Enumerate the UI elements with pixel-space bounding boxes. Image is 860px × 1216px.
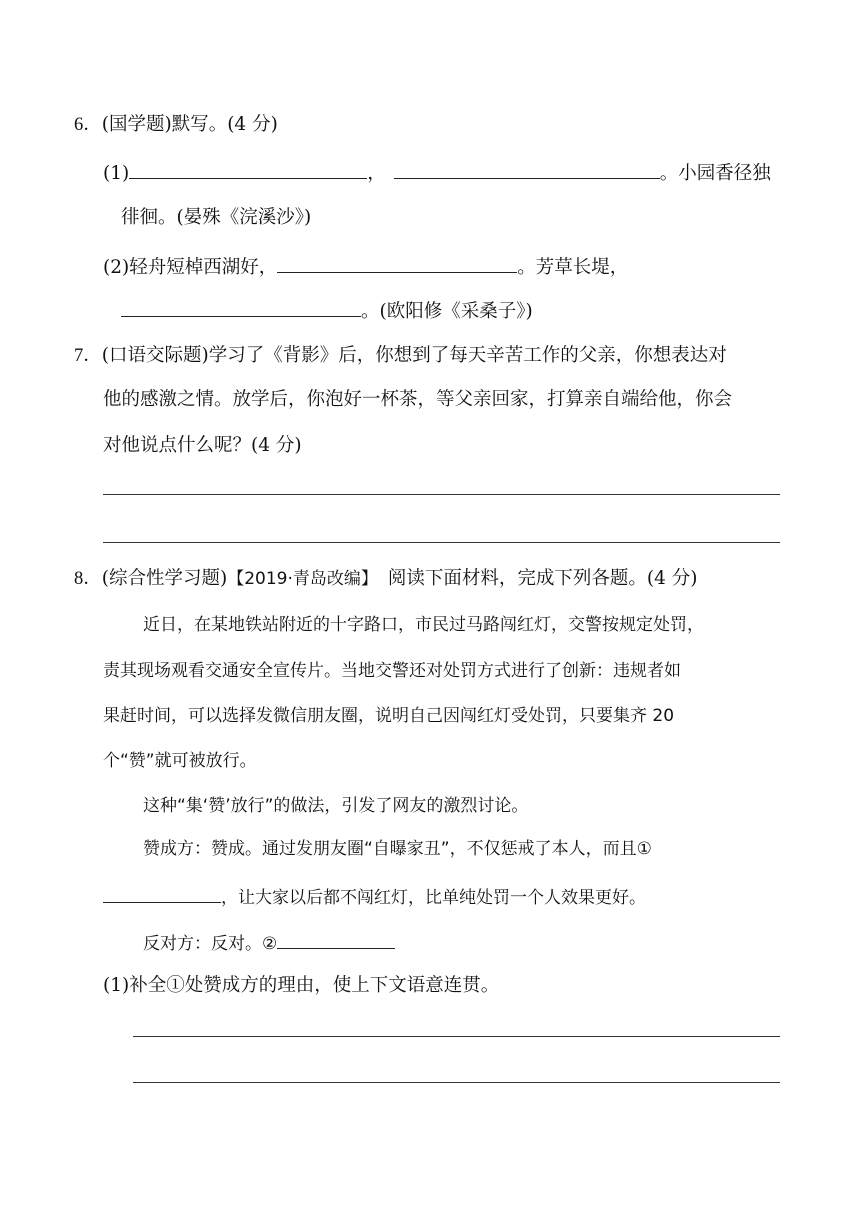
q6-number: 6． — [74, 115, 102, 135]
q6-part2-tail: 。芳草长堤， — [517, 257, 629, 278]
q6-part1-comma: ， — [367, 163, 386, 184]
q8-material-line-1: 近日，在某地铁站附近的十字路口，市民过马路闯红灯，交警按规定处罚， — [143, 615, 704, 635]
q6-part2 — [103, 254, 628, 279]
q6-part1-source: 徘徊。(晏殊《浣溪沙》) — [121, 207, 312, 228]
q8-stem-prefix: (综合性学习题) — [101, 568, 228, 589]
q6-part1-prefix: (1) — [103, 163, 130, 184]
q8-sub1: (1)补全①处赞成方的理由，使上下文语意连贯。 — [103, 975, 500, 996]
q8-material-line-5: 这种“集‘赞’放行”的做法，引发了网友的激烈讨论。 — [143, 796, 529, 816]
q6-stem-text: (国学题)默写。(4 分) — [101, 114, 278, 135]
q6-part2-text: (2)轻舟短棹西湖好， — [103, 257, 278, 278]
q7-line2: 他的感激之情。放学后，你泡好一杯茶，等父亲回家，打算亲自端给他，你会 — [103, 389, 733, 410]
q8-material-line-8 — [143, 930, 395, 955]
q8-material-line-7 — [103, 884, 646, 909]
q7-number: 7． — [74, 346, 102, 366]
q8-number: 8． — [74, 569, 102, 589]
q7-answer-line-2[interactable] — [103, 542, 780, 543]
q8-stem — [74, 568, 697, 590]
q6-part1-tail: 。小园香径独 — [659, 163, 771, 184]
q8-source-tag: 【2019·青岛改编】 — [227, 569, 378, 589]
q6-blank-2[interactable] — [394, 160, 660, 179]
q7-line1 — [74, 345, 727, 367]
q8-answer-line-2[interactable] — [133, 1082, 780, 1083]
q8-material-line-6: 赞成方：赞成。通过发朋友圈“自曝家丑”，不仅惩戒了本人，而且① — [143, 839, 652, 859]
q8-stem-suffix: 阅读下面材料，完成下列各题。(4 分) — [387, 568, 698, 589]
q7-line3: 对他说点什么呢？(4 分) — [103, 435, 302, 456]
q7-line1-text: (口语交际题)学习了《背影》后，你想到了每天辛苦工作的父亲，你想表达对 — [101, 345, 727, 366]
q6-part1 — [103, 160, 771, 185]
q8-blank-2[interactable] — [277, 930, 395, 949]
q6-blank-1[interactable] — [129, 160, 367, 179]
q7-answer-line-1[interactable] — [103, 494, 780, 495]
q6-part2-line2 — [121, 298, 533, 323]
q8-material-line-3: 果赶时间，可以选择发微信朋友圈，说明自己因闯红灯受处罚，只要集齐 20 — [103, 706, 675, 726]
q8-material-line-8-text: 反对方：反对。② — [143, 934, 278, 954]
q6-part2-source: 。(欧阳修《采桑子》) — [361, 301, 533, 322]
q6-stem — [74, 114, 278, 136]
q8-blank-1[interactable] — [103, 884, 221, 903]
q8-material-line-7-text: ，让大家以后都不闯红灯，比单纯处罚一个人效果更好。 — [221, 888, 646, 908]
q8-answer-line-1[interactable] — [133, 1036, 780, 1037]
q8-material-line-2: 责其现场观看交通安全宣传片。当地交警还对处罚方式进行了创新：违规者如 — [103, 661, 681, 681]
q8-material-line-4: 个“赞”就可被放行。 — [103, 751, 257, 771]
q6-blank-3[interactable] — [277, 254, 517, 273]
q6-blank-4[interactable] — [121, 298, 361, 317]
